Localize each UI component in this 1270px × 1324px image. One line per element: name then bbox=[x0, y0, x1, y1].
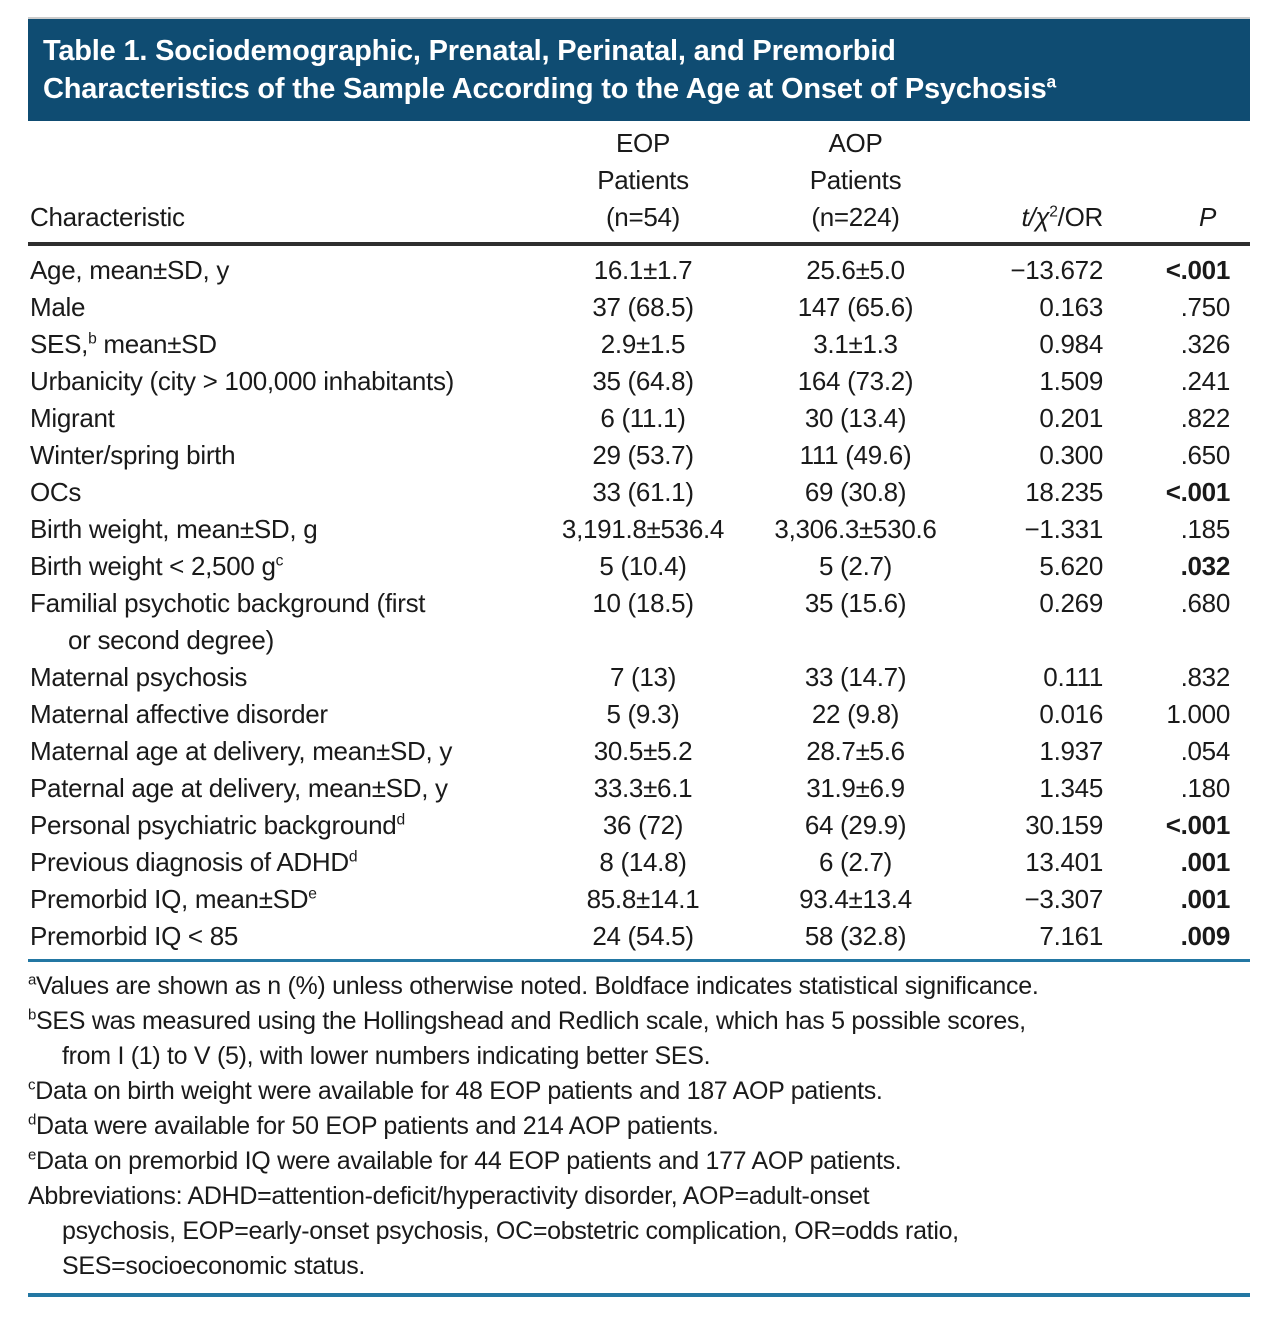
aop-value: 35 (15.6) bbox=[804, 588, 907, 618]
table-row bbox=[28, 289, 1250, 326]
row-label-text: Migrant bbox=[30, 403, 115, 433]
eop-value: 37 (68.5) bbox=[592, 292, 694, 322]
stat-value: 0.201 bbox=[1039, 403, 1103, 433]
aop-value: 28.7±5.6 bbox=[806, 736, 905, 766]
row-label-text: SES, bbox=[30, 329, 89, 359]
row-label bbox=[28, 696, 548, 733]
footnote-text: Data were available for 50 EOP patients and 214 AOP patients. bbox=[36, 1112, 719, 1140]
stat-value: −13.672 bbox=[1010, 255, 1103, 285]
column-header-eop bbox=[548, 121, 738, 244]
footnote-line bbox=[28, 1144, 1250, 1179]
stat-header-sup: 2 bbox=[1049, 203, 1058, 221]
footnote-text: from I (1) to V (5), with lower numbers indicating better SES. bbox=[62, 1042, 711, 1070]
aop-value: 33 (14.7) bbox=[804, 662, 907, 692]
eop-header-line3: (n=54) bbox=[605, 202, 681, 232]
aop-value: 93.4±13.4 bbox=[799, 884, 912, 914]
aop-value: 3,306.3±530.6 bbox=[774, 514, 937, 544]
eop-value: 5 (10.4) bbox=[599, 551, 687, 581]
stat-value: 18.235 bbox=[1025, 477, 1103, 507]
stat-value: 1.937 bbox=[1039, 736, 1103, 766]
aop-value: 147 (65.6) bbox=[797, 292, 914, 322]
aop-value: 111 (49.6) bbox=[799, 440, 912, 470]
row-label bbox=[28, 511, 548, 548]
aop-value: 25.6±5.0 bbox=[806, 255, 905, 285]
eop-value: 30.5±5.2 bbox=[593, 736, 693, 766]
row-label bbox=[28, 363, 548, 400]
aop-value: 30 (13.4) bbox=[804, 403, 907, 433]
table-title-text2: Characteristics of the Sample According to the Age at Onset of Psychosis bbox=[43, 73, 1047, 105]
table-title-line2 bbox=[43, 70, 1234, 108]
footnote-text: SES was measured using the Hollingshead and Redlich scale, which has 5 possible scores, bbox=[36, 1007, 1026, 1035]
row-label-text: Maternal affective disorder bbox=[30, 699, 328, 729]
aop-value: 5 (2.7) bbox=[818, 551, 893, 581]
aop-header-line3: (n=224) bbox=[811, 202, 900, 232]
p-value: .832 bbox=[1180, 662, 1230, 692]
eop-value: 6 (11.1) bbox=[600, 403, 686, 433]
row-label-footnote-marker: b bbox=[88, 330, 97, 348]
column-header-characteristic: Characteristic bbox=[28, 121, 548, 244]
row-label-text: Premorbid IQ, mean±SD bbox=[30, 884, 309, 914]
p-value: <.001 bbox=[1165, 810, 1230, 840]
row-label-text: Winter/spring birth bbox=[30, 440, 236, 470]
stat-value: 30.159 bbox=[1025, 810, 1103, 840]
row-label-footnote-marker: d bbox=[396, 811, 405, 829]
eop-value: 10 (18.5) bbox=[592, 588, 694, 618]
footnote-text: SES=socioeconomic status. bbox=[62, 1252, 366, 1280]
row-label-footnote-marker: c bbox=[275, 552, 284, 570]
footnote-line bbox=[28, 1249, 1250, 1284]
table-row bbox=[28, 363, 1250, 400]
p-value: <.001 bbox=[1165, 477, 1230, 507]
table-title-line1 bbox=[43, 32, 1234, 70]
eop-value: 8 (14.8) bbox=[599, 847, 687, 877]
stat-value: 7.161 bbox=[1039, 921, 1103, 951]
stat-value: −3.307 bbox=[1024, 884, 1103, 914]
table-row bbox=[28, 696, 1250, 733]
row-label-text: Premorbid IQ < 85 bbox=[30, 921, 239, 951]
row-label bbox=[28, 770, 548, 807]
bottom-rule bbox=[28, 1293, 1250, 1297]
p-value: .180 bbox=[1180, 773, 1230, 803]
column-header-aop bbox=[738, 121, 973, 244]
row-label-text: Maternal age at delivery, mean±SD, y bbox=[30, 736, 453, 766]
p-value: .009 bbox=[1180, 921, 1230, 951]
row-label-text: Paternal age at delivery, mean±SD, y bbox=[30, 773, 448, 803]
table-header-row bbox=[28, 121, 1250, 244]
p-value: .680 bbox=[1180, 588, 1230, 618]
footnote-line bbox=[28, 1039, 1250, 1074]
p-value: .326 bbox=[1180, 329, 1230, 359]
stat-value: 0.984 bbox=[1039, 329, 1103, 359]
row-label-text: Maternal psychosis bbox=[30, 662, 248, 692]
row-label-footnote-marker: e bbox=[308, 885, 317, 903]
table-row bbox=[28, 548, 1250, 585]
row-label bbox=[28, 474, 548, 511]
table-header bbox=[28, 121, 1250, 244]
aop-value: 31.9±6.9 bbox=[806, 773, 905, 803]
row-label bbox=[28, 244, 548, 289]
stat-value: 13.401 bbox=[1025, 847, 1103, 877]
stat-value: 1.345 bbox=[1039, 773, 1103, 803]
eop-value: 7 (13) bbox=[609, 662, 677, 692]
stat-value: 0.111 bbox=[1043, 662, 1103, 692]
p-value: .001 bbox=[1180, 884, 1230, 914]
table-title-text1: Table 1. Sociodemographic, Prenatal, Perinatal, and Premorbid bbox=[43, 35, 896, 67]
row-label bbox=[28, 918, 548, 955]
eop-value: 3,191.8±536.4 bbox=[561, 514, 725, 544]
row-label bbox=[28, 659, 548, 696]
footnote-line bbox=[28, 1109, 1250, 1144]
footnote-text: psychosis, EOP=early-onset psychosis, OC=obstetric complication, OR=odds ratio, bbox=[62, 1217, 959, 1245]
table-row bbox=[28, 244, 1250, 289]
p-value: .054 bbox=[1180, 736, 1230, 766]
row-label-footnote-marker: d bbox=[348, 848, 358, 866]
footnote-text: Abbreviations: ADHD=attention-deficit/hyperactivity disorder, AOP=adult-onset bbox=[28, 1182, 870, 1210]
eop-value: 85.8±14.1 bbox=[586, 884, 700, 914]
table-row bbox=[28, 770, 1250, 807]
row-label-wrap-line: or second degree) bbox=[68, 625, 274, 655]
table-title-footnote-marker: a bbox=[1046, 71, 1057, 92]
stat-value: 0.016 bbox=[1039, 699, 1103, 729]
row-label-text: Birth weight < 2,500 g bbox=[30, 551, 276, 581]
p-value: .032 bbox=[1180, 551, 1230, 581]
stat-value: −1.331 bbox=[1024, 514, 1103, 544]
row-label bbox=[28, 881, 548, 918]
footnote-marker: a bbox=[28, 971, 37, 989]
footnote-line bbox=[28, 969, 1250, 1004]
p-value: <.001 bbox=[1165, 255, 1230, 285]
row-label bbox=[28, 548, 548, 585]
aop-value: 3.1±1.3 bbox=[813, 329, 898, 359]
eop-value: 29 (53.7) bbox=[592, 440, 694, 470]
p-value: 1.000 bbox=[1166, 699, 1230, 729]
row-label-text: OCs bbox=[30, 477, 82, 507]
row-label bbox=[28, 326, 548, 363]
eop-header-line1: EOP bbox=[615, 128, 670, 158]
row-label-text: Familial psychotic background (first bbox=[30, 588, 426, 618]
eop-value: 16.1±1.7 bbox=[593, 255, 693, 285]
table-row bbox=[28, 807, 1250, 844]
aop-value: 64 (29.9) bbox=[804, 810, 907, 840]
aop-header-line1: AOP bbox=[828, 128, 883, 158]
table-row bbox=[28, 326, 1250, 363]
row-label-text: Personal psychiatric background bbox=[30, 810, 397, 840]
table-row bbox=[28, 733, 1250, 770]
eop-value: 33 (61.1) bbox=[592, 477, 694, 507]
footnote-line bbox=[28, 1179, 1250, 1214]
table-row bbox=[28, 881, 1250, 918]
row-label bbox=[28, 289, 548, 326]
p-value: .241 bbox=[1180, 366, 1230, 396]
table-body bbox=[28, 244, 1250, 955]
p-value: .822 bbox=[1180, 403, 1230, 433]
aop-header-line2: Patients bbox=[809, 165, 902, 195]
row-label bbox=[28, 733, 548, 770]
stat-header-rest: /OR bbox=[1057, 202, 1103, 232]
eop-value: 36 (72) bbox=[602, 810, 684, 840]
eop-value: 2.9±1.5 bbox=[600, 329, 686, 359]
row-label-text: Birth weight, mean±SD, g bbox=[30, 514, 318, 544]
row-label-text: Age, mean±SD, y bbox=[30, 255, 230, 285]
footnote-line bbox=[28, 1214, 1250, 1249]
footnote-marker: c bbox=[28, 1076, 36, 1094]
p-value: .650 bbox=[1180, 440, 1230, 470]
p-value: .750 bbox=[1180, 292, 1230, 322]
stat-header-italic: t/χ bbox=[1021, 202, 1050, 232]
footnote-text: Data on birth weight were available for 48 EOP patients and 187 AOP patients. bbox=[35, 1077, 883, 1105]
table-row bbox=[28, 474, 1250, 511]
table-row bbox=[28, 659, 1250, 696]
row-label bbox=[28, 585, 548, 659]
footnote-marker: d bbox=[28, 1111, 37, 1129]
footnote-marker: b bbox=[28, 1006, 37, 1024]
aop-value: 164 (73.2) bbox=[797, 366, 914, 396]
table-row bbox=[28, 844, 1250, 881]
footnote-separator-rule bbox=[28, 959, 1250, 962]
stat-value: 0.269 bbox=[1039, 588, 1103, 618]
p-value: .185 bbox=[1180, 514, 1230, 544]
aop-value: 6 (2.7) bbox=[818, 847, 893, 877]
footnote-marker: e bbox=[28, 1146, 37, 1164]
row-label-text: Urbanicity (city > 100,000 inhabitants) bbox=[30, 366, 455, 396]
row-label bbox=[28, 437, 548, 474]
eop-header-line2: Patients bbox=[597, 165, 689, 195]
p-value: .001 bbox=[1180, 847, 1230, 877]
aop-value: 69 (30.8) bbox=[804, 477, 907, 507]
row-label bbox=[28, 844, 548, 881]
row-label bbox=[28, 807, 548, 844]
stat-value: 1.509 bbox=[1039, 366, 1103, 396]
footnote-line bbox=[28, 1004, 1250, 1039]
table-row bbox=[28, 400, 1250, 437]
eop-value: 35 (64.8) bbox=[592, 366, 694, 396]
stat-value: 0.300 bbox=[1039, 440, 1103, 470]
aop-value: 22 (9.8) bbox=[811, 699, 900, 729]
table-row bbox=[28, 511, 1250, 548]
eop-value: 33.3±6.1 bbox=[593, 773, 693, 803]
table-row bbox=[28, 918, 1250, 955]
stat-value: 5.620 bbox=[1039, 551, 1103, 581]
characteristics-table bbox=[28, 121, 1250, 955]
table-title-banner bbox=[28, 17, 1250, 121]
aop-value: 58 (32.8) bbox=[804, 921, 907, 951]
row-label bbox=[28, 400, 548, 437]
footnote-text: Data on premorbid IQ were available for 44 EOP patients and 177 AOP patients. bbox=[36, 1147, 902, 1175]
footnotes bbox=[28, 969, 1250, 1284]
column-header-p: P bbox=[1103, 121, 1250, 244]
eop-value: 5 (9.3) bbox=[606, 699, 680, 729]
footnote-line bbox=[28, 1074, 1250, 1109]
row-label-text: Previous diagnosis of ADHD bbox=[30, 847, 349, 877]
row-label-text-after: mean±SD bbox=[96, 329, 217, 359]
table-row bbox=[28, 585, 1250, 659]
column-header-statistic bbox=[973, 121, 1103, 244]
table-row bbox=[28, 437, 1250, 474]
footnote-text: Values are shown as n (%) unless otherwise noted. Boldface indicates statistical significance. bbox=[36, 972, 1039, 1000]
row-label-text: Male bbox=[30, 292, 86, 322]
eop-value: 24 (54.5) bbox=[592, 921, 694, 951]
stat-value: 0.163 bbox=[1039, 292, 1103, 322]
